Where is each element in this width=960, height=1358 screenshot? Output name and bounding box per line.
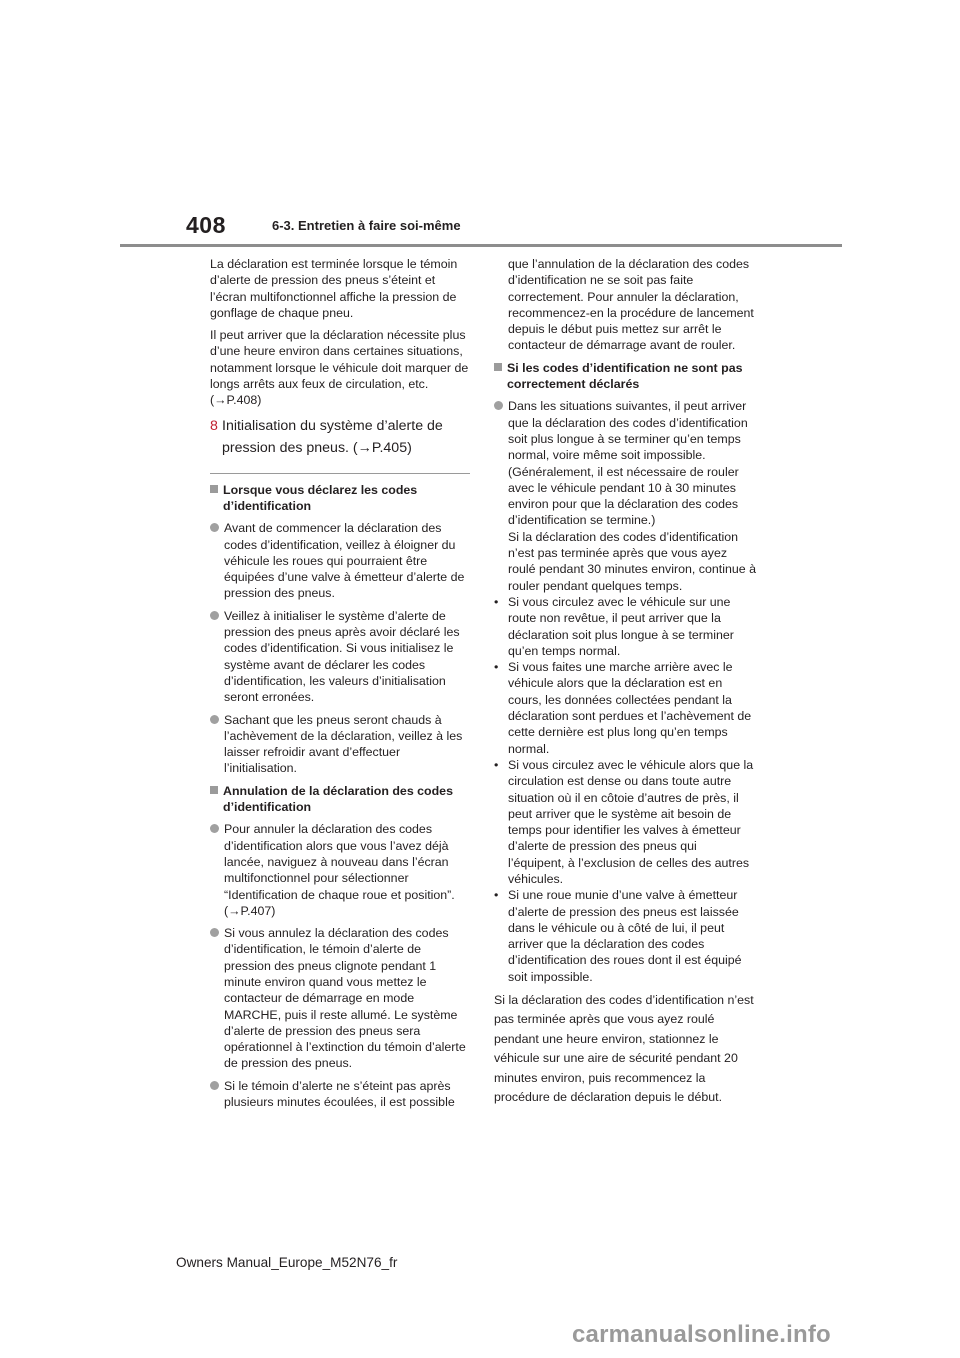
list-item-text: Si le témoin d’alerte ne s’éteint pas après plusieurs minutes écoulées, il est possible: [224, 1078, 455, 1110]
sub-list-item: [494, 594, 756, 659]
sub-list-item: [494, 659, 756, 757]
left-column: [210, 256, 470, 1116]
heading-incorrect-codes: [494, 360, 756, 393]
list-item-text: Pour annuler la déclaration des codes d’identification alors que vous l’avez déjà lancée, naviguez à nouveau dans l’écran multifonctionnel pour sélectionner “Identification de chaque roue et position”. (→P.407): [224, 822, 455, 918]
heading-text: Lorsque vous déclarez les codes d’identification: [223, 482, 418, 513]
intro-paragraph-2: Il peut arriver que la déclaration nécessite plus d’une heure environ dans certaines situations, notamment lorsque le véhicule doit marquer de longs arrêts aux feux de circulation, etc. (→P.408): [210, 328, 469, 408]
list-item: [210, 821, 470, 919]
sub-bullet: •: [494, 888, 499, 903]
continued-paragraph: que l’annulation de la déclaration des codes d’identification ne se soit pas faite correctement. Pour annuler la déclaration, recommencez-en la procédure de lancement depuis le début puis mettez sur arrêt le contacteur de démarrage avant de rouler.: [508, 257, 754, 353]
watermark: carmanualsonline.info: [572, 1321, 831, 1348]
list-item: [210, 712, 470, 777]
square-bullet-icon: [210, 786, 218, 794]
section-divider: [210, 473, 470, 474]
sub-bullet: •: [494, 594, 499, 609]
round-bullet-icon: [210, 1081, 219, 1090]
sub-bullet: •: [494, 757, 499, 772]
sub-list-item: [494, 887, 756, 985]
list-item-text: Avant de commencer la déclaration des codes d’identification, veillez à éloigner du véhicule les roues qui pourraient être équipées d’une valve à émetteur d’alerte de pression des pneus.: [224, 521, 465, 601]
list-item-text-part-1: Dans les situations suivantes, il peut arriver que la déclaration des codes d’identification soit plus longue à se terminer qu’en temps normal, voire même soit impossible. (Généralement, il est nécessaire de rouler avec le véhicule pendant 10 à 30 minutes environ pour que la déclaration des codes d’identification se termine.): [508, 399, 748, 528]
section-title: 6-3. Entretien à faire soi-même: [272, 218, 461, 233]
final-paragraph: Si la déclaration des codes d’identification n’est pas terminée après que vous ayez roulé pendant une heure environ, stationnez le véhicule sur une aire de sécurité pendant 20 minutes environ, puis recommencez la procédure de déclaration depuis le début.: [494, 993, 754, 1105]
sub-list-item-text: Si vous circulez avec le véhicule alors que la circulation est dense ou dans toute autre situation où il en côtoie d’autres de près, il peut arriver que le système ait besoin de temps pour identifier les valves à émetteur d’alerte de pression des pneus qui l’équipent, à l’exclusion de celles des autres véhicules.: [508, 757, 754, 886]
sub-list-item-text: Si vous faites une marche arrière avec le véhicule alors que la déclaration est en cours, les données collectées pendant la déclaration sont perdues et l’achèvement de cette dernière est plus long qu’en temps normal.: [508, 660, 752, 756]
page-number: 408: [186, 212, 226, 238]
sub-bullet: •: [494, 660, 499, 675]
list-item-text: [508, 398, 756, 594]
intro-paragraph-1: La déclaration est terminée lorsque le témoin d’alerte de pression des pneus s’éteint et l’écran multifonctionnel affiche la pression de gonflage de chaque pneu.: [210, 257, 458, 320]
step-text: Initialisation du système d’alerte de pression des pneus. (→P.405): [222, 417, 443, 456]
step-number: 8: [210, 417, 218, 434]
footer-text: Owners Manual_Europe_M52N76_fr: [176, 1255, 398, 1270]
sub-list-item: [494, 757, 756, 887]
right-column: [494, 256, 756, 1108]
list-item-text: Sachant que les pneus seront chauds à l’achèvement de la déclaration, veillez à les laisser refroidir avant d’effectuer l’initialisation.: [224, 712, 463, 776]
list-item-text: Veillez à initialiser le système d’alerte de pression des pneus après avoir déclaré les codes d’identification. Si vous initialisez le système avant de déclarer les codes d’identification, les valeurs d’initialisation seront erronées.: [224, 608, 460, 705]
list-item: [210, 608, 470, 706]
heading-declaration: [210, 482, 470, 515]
list-item: [210, 1078, 470, 1111]
list-item: [210, 925, 470, 1072]
round-bullet-icon: [210, 523, 219, 532]
list-item: [494, 398, 756, 594]
round-bullet-icon: [210, 824, 219, 833]
step-8: [210, 415, 470, 459]
list-item-text-part-2: Si la déclaration des codes d’identification n’est pas terminée après que vous ayez roulé pendant 30 minutes environ, continue à rouler pendant quelques temps.: [508, 529, 756, 593]
round-bullet-icon: [210, 715, 219, 724]
round-bullet-icon: [210, 928, 219, 937]
list-item-text: Si vous annulez la déclaration des codes d’identification, le témoin d’alerte de pression des pneus clignote pendant 1 minute environ quand vous mettez le contacteur de démarrage en mode MARCHE, puis il reste allumé. Le système d’alerte de pression des pneus sera opérationnel à l’extinction du témoin d’alerte de pression des pneus.: [224, 926, 466, 1071]
header-rule: [120, 244, 842, 247]
round-bullet-icon: [494, 401, 503, 410]
sub-list-item-text: Si vous circulez avec le véhicule sur une route non revêtue, il peut arriver que la déclaration soit plus longue à se terminer qu’en temps normal.: [508, 594, 734, 658]
heading-text: Si les codes d’identification ne sont pas correctement déclarés: [507, 360, 743, 392]
round-bullet-icon: [210, 611, 219, 620]
heading-cancellation: [210, 783, 470, 816]
list-item: [210, 520, 470, 601]
square-bullet-icon: [210, 485, 218, 493]
sub-list-item-text: Si une roue munie d’une valve à émetteur d’alerte de pression des pneus est laissée dans le véhicule ou à côté de lui, il peut arriver que la déclaration des codes d’identification des roues dont il est équipé soit impossible.: [508, 888, 742, 984]
heading-text: Annulation de la déclaration des codes d’identification: [223, 783, 453, 815]
square-bullet-icon: [494, 363, 502, 371]
